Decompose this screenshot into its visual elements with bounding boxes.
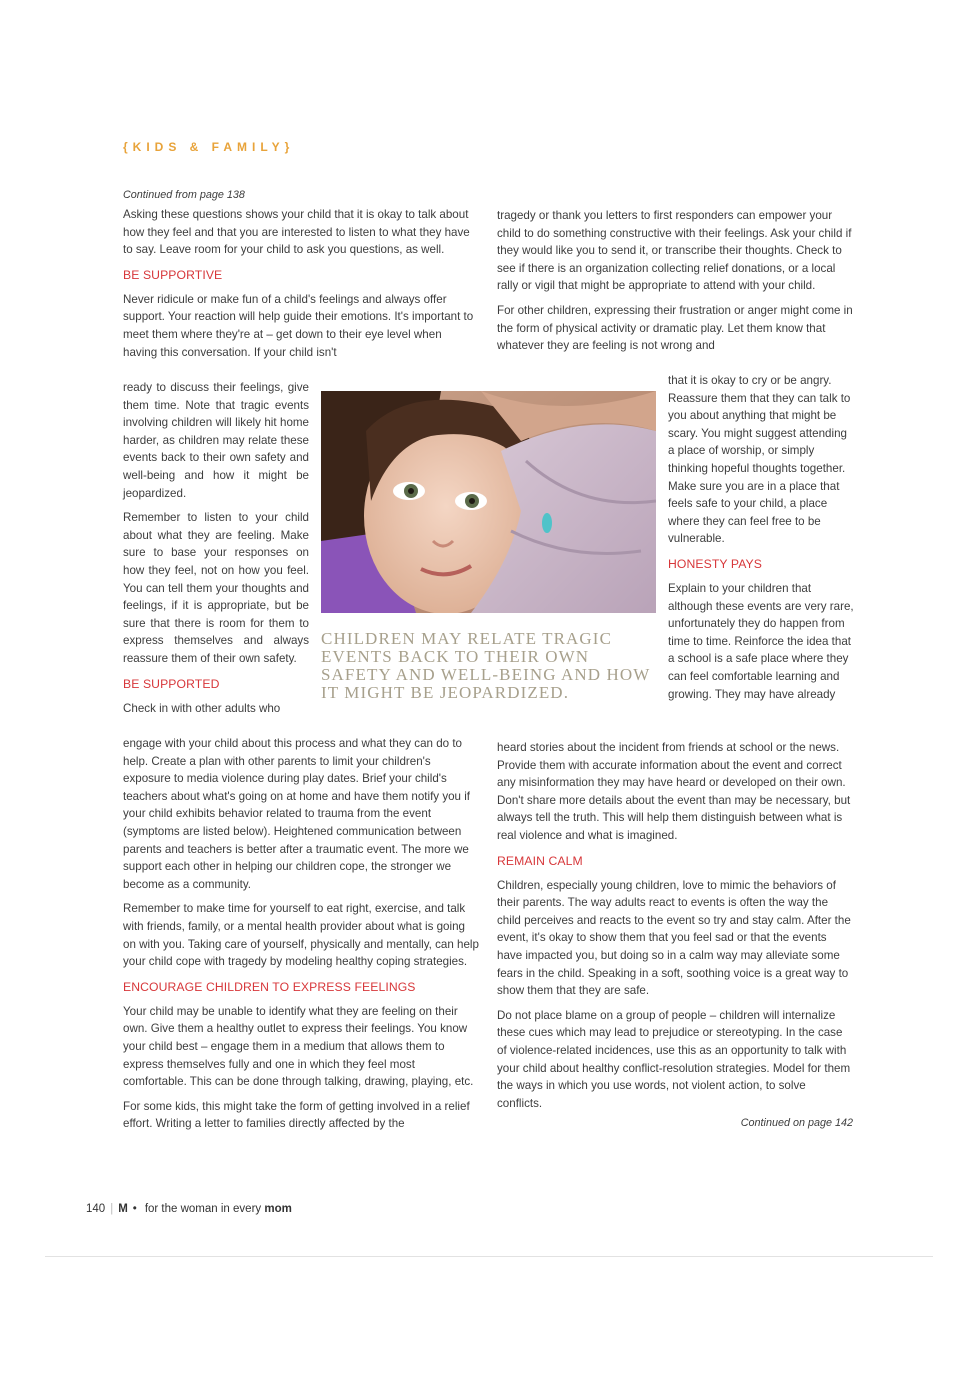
relief-paragraph-cont: tragedy or thank you letters to first responders can empower your child to do something constructive with their feelings. Ask your child if they would like you to send it, or transcribe their thoughts. Check to see if there is an organization collecting relief donations, or a local rally or vigil that might be appropriate to attend with your child. (497, 209, 852, 293)
left-column-bottom (123, 735, 479, 1140)
pull-quote: CHILDREN MAY RELATE TRAGIC EVENTS BACK TO THEIR OWN SAFETY AND WELL-BEING AND HOW IT MIGHT BE JEOPARDIZED. (321, 629, 651, 702)
intro-paragraph: Asking these questions shows your child that it is okay to talk about how they feel and that you are interested to listen to what they have to say. Leave room for your child to ask you questions, as well. (123, 208, 470, 257)
encourage-paragraph-2: For some kids, this might take the form of getting involved in a relief effort. Writing a letter to families directly affected by the (123, 1099, 470, 1131)
heading-remain-calm: REMAIN CALM (497, 853, 583, 868)
supportive-paragraph-1-cont: ready to discuss their feelings, give them time. Note that tragic events involving children will likely hit home harder, as children may relate these events back to their own safety and well-being and how it might be jeopardized. (123, 381, 309, 500)
footer-tagline-bold: mom (264, 1203, 292, 1215)
honesty-paragraph-cont: heard stories about the incident from friends at school or the news. Provide them with accurate information about the event and correct any misinformation they may have heard or developed on their own. Don't share more details about the event than may be necessary, but always tell the truth. This will help them distinguish between what is real violence and what is imagined. (497, 741, 851, 842)
heading-honesty-pays: HONESTY PAYS (668, 556, 762, 571)
supportive-paragraph-1: Never ridicule or make fun of a child's feelings and always offer support. Your reaction will help guide their emotions. It's important to meet them where they're at – get down to their eye level when having this conversation. If your child isn't (123, 292, 474, 359)
other-children-paragraph-cont: that it is okay to cry or be angry. Reassure them that they can talk to you about anything that might be scary. You might suggest attending a place of worship, or simply thinking hopeful thoughts together. Make sure you are in a place that feels safe to your child, a place where they can feel free to be vulnerable. (668, 374, 851, 546)
footer-bullet: • (132, 1203, 137, 1215)
right-column-bottom (497, 739, 853, 1131)
heading-be-supported: BE SUPPORTED (123, 676, 220, 691)
footer-separator: | (110, 1203, 114, 1215)
heading-be-supportive: BE SUPPORTIVE (123, 267, 223, 282)
supported-paragraph-cont: engage with your child about this process and what they can do to help. Create a plan with other parents to limit your children's exposure to media violence during play dates. Brief your child's teachers about what's going on at home and have them notify you if your child exhibits behavior related to trauma from the event (symptoms are listed below). Heightened communication between parents and teachers is better after a traumatic event. The more we support each other in helping our children cope, the stronger we become as a community. (123, 737, 471, 891)
brand-logo: M (118, 1203, 128, 1215)
footer-tagline: for the woman in every (144, 1203, 262, 1215)
right-column-top (497, 207, 853, 355)
calm-paragraph-1: Children, especially young children, love to mimic the behaviors of their parents. The way adults react to events is often the way the child perceives and reacts to the event so try and stay calm. After the event, it's okay to show them that you feel sad or that the events have impacted you, but doing so in a calm way may alleviate some fears in the child. Speaking in a soft, soothing voice is a great way to show them that they are safe. (497, 878, 851, 998)
bottom-divider (45, 1256, 933, 1257)
honesty-start: Explain to your children that although these events are very rare, unfortunately they do happen from time to time. Reinforce the idea that a school is a safe place where they can feel comfortable learning and growing. They may have already (668, 581, 854, 701)
continued-on: Continued on page 142 (740, 1117, 853, 1130)
self-care-paragraph: Remember to make time for yourself to eat right, exercise, and talk with friends, family, or a mental health provider about what is going on with you. Taking care of yourself, physically and mentally, can help your child cope with tragedy by modeling healthy coping strategies. (123, 902, 479, 969)
left-column-narrow (123, 379, 309, 717)
child-photo (321, 391, 656, 613)
heading-encourage-children: ENCOURAGE CHILDREN TO EXPRESS FEELINGS (123, 979, 416, 994)
supported-start: Check in with other adults who (123, 701, 281, 715)
section-label: {KIDS & FAMILY} (123, 140, 295, 154)
page-footer (86, 1203, 292, 1215)
right-column-narrow (668, 372, 854, 703)
other-children-paragraph: For other children, expressing their frustration or anger might come in the form of physical activity or dramatic play. Let them know that whatever they are feeling is not wrong and (497, 303, 853, 353)
supportive-paragraph-2: Remember to listen to your child about what they are feeling. Make sure to base your responses on how they feel, not on how you feel. You can tell them your thoughts and feelings, if it is appropriate, but be sure that there is room for them to express themselves and always reassure them of their own safety. (123, 511, 309, 665)
calm-paragraph-2: Do not place blame on a group of people – children will internalize these cues which may lead to prejudice or stereotyping. In the case of violence-related incidences, use this as an opportunity to talk with your child about healthy conflict-resolution strategies. Model for them the ways in which you use words, not violent action, to solve conflicts. (497, 1008, 851, 1110)
left-column-top (123, 187, 478, 361)
encourage-paragraph-1: Your child may be unable to identify what they are feeling on their own. Give them a healthy outlet to express their feelings. You know your child best – engage them in a medium that allows them to express themselves fully and one in which they feel most comfortable. This can be done through talking, drawing, playing, etc. (123, 1004, 474, 1089)
page-number: 140 (86, 1203, 106, 1215)
continued-from: Continued from page 138 (123, 189, 245, 201)
